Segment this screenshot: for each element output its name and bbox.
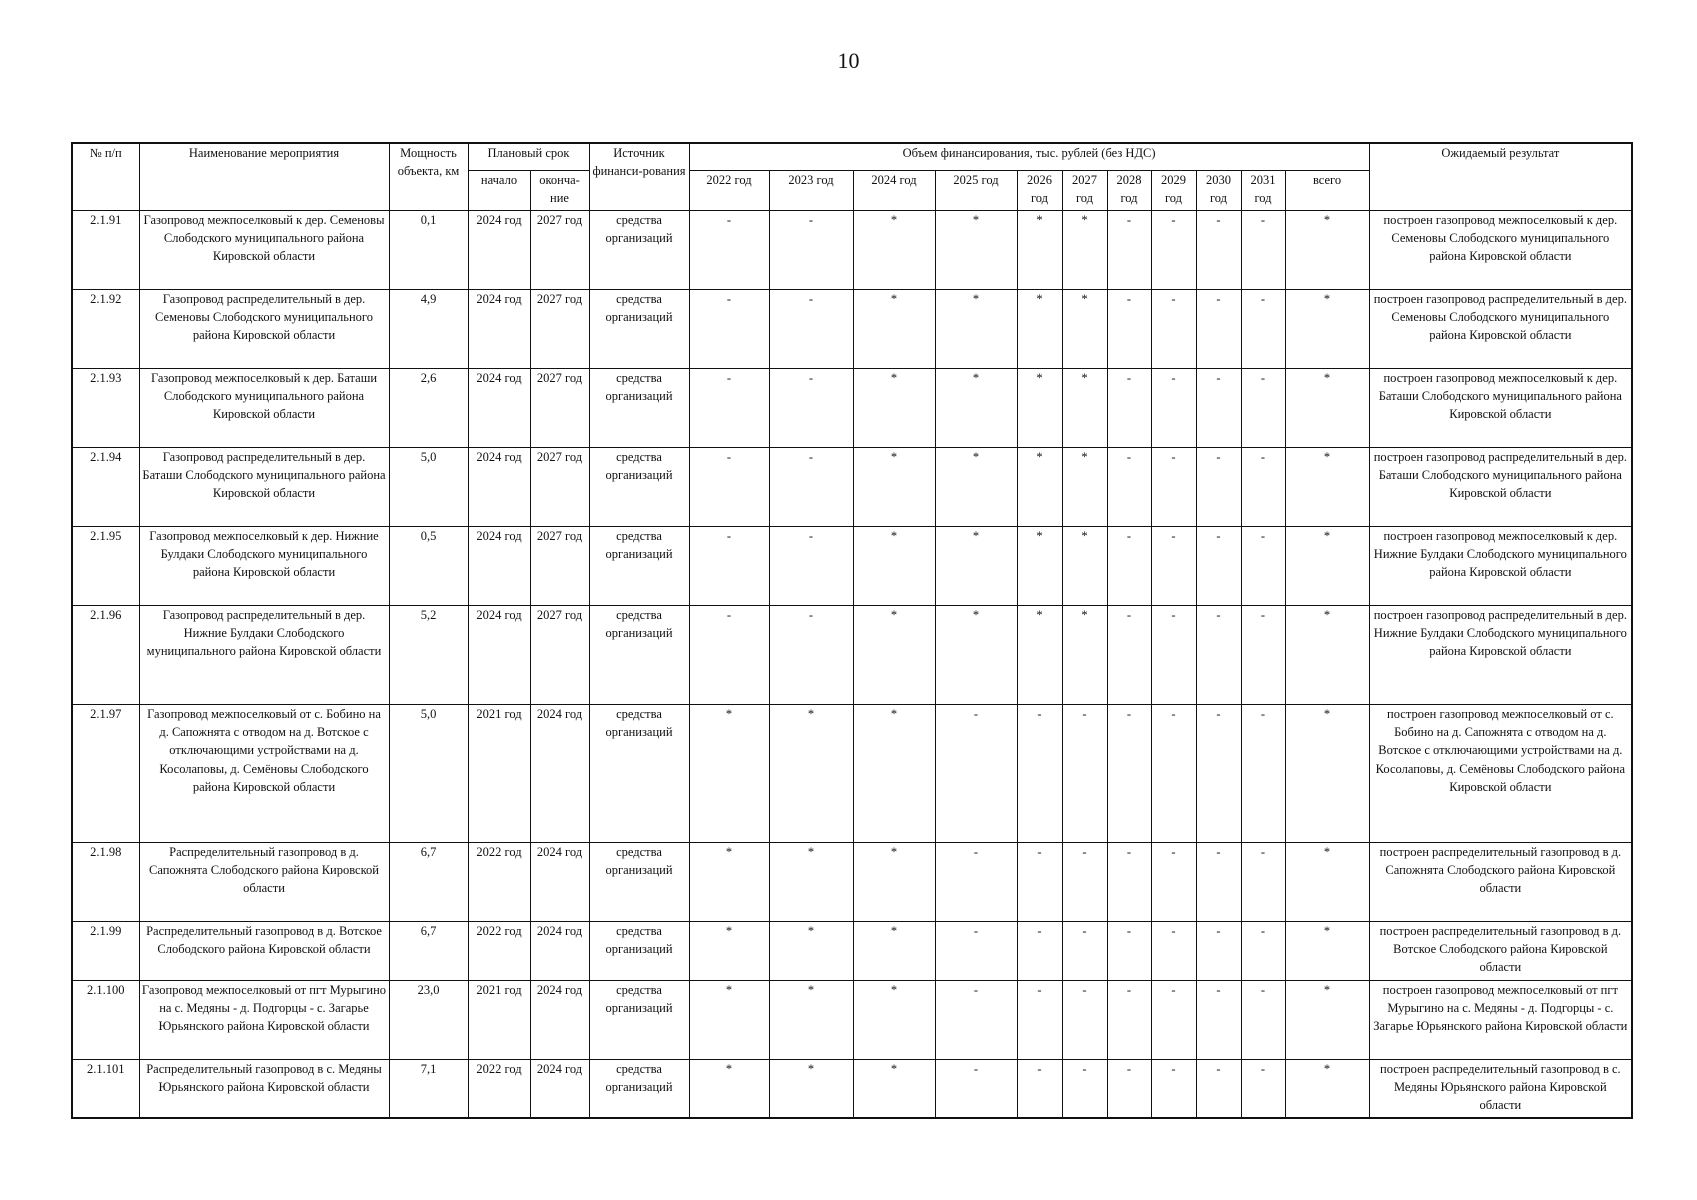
row-start: 2022 год (468, 842, 530, 921)
row-number: 2.1.92 (72, 289, 139, 368)
row-total: * (1285, 368, 1369, 447)
row-source: средства организаций (589, 605, 689, 704)
row-year-value: - (1107, 980, 1151, 1059)
header-year: 2027 год (1062, 170, 1107, 210)
row-number: 2.1.95 (72, 526, 139, 605)
row-start: 2021 год (468, 704, 530, 842)
header-start: начало (468, 170, 530, 210)
row-capacity: 2,6 (389, 368, 468, 447)
row-year-value: * (1017, 210, 1062, 289)
row-source: средства организаций (589, 526, 689, 605)
row-year-value: - (1151, 1059, 1196, 1118)
row-year-value: - (1107, 842, 1151, 921)
row-year-value: - (1062, 980, 1107, 1059)
row-total: * (1285, 605, 1369, 704)
row-year-value: * (1017, 289, 1062, 368)
header-name: Наименование мероприятия (139, 143, 389, 210)
row-name: Газопровод распределительный в дер. Баташи Слободского муниципального района Кировской области (139, 447, 389, 526)
row-result: построен газопровод межпоселковый от с. Бобино на д. Сапожнята с отводом на д. Вотское с отключающими устройствами на д. Косолаповы, д. Семёновы Слободского района Кировской области (1369, 704, 1632, 842)
row-start: 2024 год (468, 368, 530, 447)
row-year-value: - (1196, 210, 1241, 289)
row-year-value: - (935, 704, 1017, 842)
row-year-value: - (1196, 605, 1241, 704)
row-year-value: * (1017, 447, 1062, 526)
row-year-value: * (853, 1059, 935, 1118)
row-year-value: - (1151, 921, 1196, 980)
page-number: 10 (837, 48, 860, 73)
row-result: построен газопровод межпоселковый к дер. Семеновы Слободского муниципального района Кировской области (1369, 210, 1632, 289)
row-year-value: * (853, 921, 935, 980)
row-year-value: * (769, 704, 853, 842)
row-start: 2021 год (468, 980, 530, 1059)
row-result: построен газопровод распределительный в дер. Баташи Слободского муниципального района Кировской области (1369, 447, 1632, 526)
row-year-value: * (689, 1059, 769, 1118)
row-name: Газопровод межпоселковый к дер. Баташи Слободского муниципального района Кировской области (139, 368, 389, 447)
row-number: 2.1.97 (72, 704, 139, 842)
row-source: средства организаций (589, 921, 689, 980)
row-source: средства организаций (589, 980, 689, 1059)
row-year-value: - (1107, 605, 1151, 704)
row-end: 2027 год (530, 368, 589, 447)
row-year-value: - (1241, 210, 1285, 289)
row-source: средства организаций (589, 289, 689, 368)
row-year-value: - (1196, 1059, 1241, 1118)
row-year-value: - (1241, 289, 1285, 368)
header-source: Источник финанси-рования (589, 143, 689, 210)
row-capacity: 6,7 (389, 842, 468, 921)
row-total: * (1285, 1059, 1369, 1118)
row-year-value: * (689, 980, 769, 1059)
header-year: 2025 год (935, 170, 1017, 210)
table-row (72, 447, 1632, 526)
row-year-value: - (1107, 289, 1151, 368)
header-year: 2030 год (1196, 170, 1241, 210)
row-year-value: - (1151, 210, 1196, 289)
row-end: 2027 год (530, 447, 589, 526)
table-row (72, 368, 1632, 447)
row-name: Газопровод межпоселковый к дер. Семеновы Слободского муниципального района Кировской области (139, 210, 389, 289)
row-source: средства организаций (589, 368, 689, 447)
row-name: Распределительный газопровод в с. Медяны Юрьянского района Кировской области (139, 1059, 389, 1118)
row-source: средства организаций (589, 210, 689, 289)
row-year-value: - (1107, 210, 1151, 289)
row-result: построен распределительный газопровод в д. Вотское Слободского района Кировской области (1369, 921, 1632, 980)
row-year-value: - (935, 921, 1017, 980)
row-capacity: 6,7 (389, 921, 468, 980)
row-year-value: * (1062, 210, 1107, 289)
row-year-value: * (935, 210, 1017, 289)
row-start: 2022 год (468, 921, 530, 980)
row-total: * (1285, 526, 1369, 605)
header-total: всего (1285, 170, 1369, 210)
header-capacity: Мощность объекта, км (389, 143, 468, 210)
row-start: 2022 год (468, 1059, 530, 1118)
row-year-value: - (1196, 447, 1241, 526)
row-year-value: * (853, 704, 935, 842)
header-year: 2028 год (1107, 170, 1151, 210)
row-total: * (1285, 921, 1369, 980)
row-year-value: - (935, 1059, 1017, 1118)
row-year-value: - (769, 447, 853, 526)
row-year-value: * (853, 842, 935, 921)
row-total: * (1285, 210, 1369, 289)
row-total: * (1285, 704, 1369, 842)
row-number: 2.1.99 (72, 921, 139, 980)
row-end: 2027 год (530, 526, 589, 605)
row-year-value: - (1196, 921, 1241, 980)
row-year-value: - (1017, 842, 1062, 921)
row-year-value: - (769, 368, 853, 447)
row-year-value: - (689, 368, 769, 447)
row-year-value: - (689, 526, 769, 605)
row-year-value: * (853, 605, 935, 704)
row-end: 2024 год (530, 980, 589, 1059)
row-end: 2024 год (530, 1059, 589, 1118)
row-year-value: - (689, 605, 769, 704)
row-year-value: - (1241, 842, 1285, 921)
row-year-value: - (1017, 1059, 1062, 1118)
row-capacity: 5,0 (389, 447, 468, 526)
row-year-value: - (769, 526, 853, 605)
row-number: 2.1.98 (72, 842, 139, 921)
row-year-value: - (935, 842, 1017, 921)
row-total: * (1285, 289, 1369, 368)
row-year-value: - (1196, 289, 1241, 368)
row-name: Газопровод распределительный в дер. Семеновы Слободского муниципального района Кировской области (139, 289, 389, 368)
row-capacity: 23,0 (389, 980, 468, 1059)
row-result: построен газопровод межпоселковый к дер. Баташи Слободского муниципального района Кировской области (1369, 368, 1632, 447)
row-number: 2.1.101 (72, 1059, 139, 1118)
row-year-value: * (935, 605, 1017, 704)
header-plan-period: Плановый срок (468, 143, 589, 170)
row-start: 2024 год (468, 526, 530, 605)
row-year-value: * (689, 704, 769, 842)
row-year-value: * (769, 921, 853, 980)
row-year-value: - (1151, 842, 1196, 921)
row-name: Распределительный газопровод в д. Вотское Слободского района Кировской области (139, 921, 389, 980)
table-row (72, 842, 1632, 921)
table-row (72, 289, 1632, 368)
row-year-value: - (1017, 921, 1062, 980)
row-year-value: - (689, 210, 769, 289)
row-capacity: 5,2 (389, 605, 468, 704)
table-row (72, 605, 1632, 704)
row-capacity: 4,9 (389, 289, 468, 368)
row-result: построен распределительный газопровод в с. Медяны Юрьянского района Кировской области (1369, 1059, 1632, 1118)
row-year-value: * (853, 368, 935, 447)
row-year-value: - (1151, 980, 1196, 1059)
row-year-value: - (1017, 980, 1062, 1059)
row-year-value: - (1196, 842, 1241, 921)
row-year-value: - (1107, 526, 1151, 605)
row-year-value: * (1062, 368, 1107, 447)
row-year-value: * (935, 289, 1017, 368)
table-row (72, 526, 1632, 605)
row-year-value: - (1107, 921, 1151, 980)
table-row (72, 1059, 1632, 1118)
row-start: 2024 год (468, 289, 530, 368)
row-year-value: - (1107, 704, 1151, 842)
row-source: средства организаций (589, 842, 689, 921)
row-end: 2024 год (530, 842, 589, 921)
row-year-value: - (1241, 605, 1285, 704)
row-name: Газопровод распределительный в дер. Нижние Булдаки Слободского муниципального района Кировской области (139, 605, 389, 704)
row-year-value: - (1241, 526, 1285, 605)
row-year-value: * (1017, 368, 1062, 447)
row-year-value: - (1241, 980, 1285, 1059)
row-year-value: * (689, 921, 769, 980)
row-year-value: - (1151, 526, 1196, 605)
row-year-value: * (853, 980, 935, 1059)
row-capacity: 0,5 (389, 526, 468, 605)
row-year-value: - (1107, 368, 1151, 447)
row-total: * (1285, 980, 1369, 1059)
row-year-value: * (1062, 289, 1107, 368)
row-year-value: - (1151, 368, 1196, 447)
row-year-value: - (1107, 447, 1151, 526)
row-year-value: * (1062, 605, 1107, 704)
row-number: 2.1.94 (72, 447, 139, 526)
row-number: 2.1.96 (72, 605, 139, 704)
header-year: 2031 год (1241, 170, 1285, 210)
row-year-value: - (1062, 921, 1107, 980)
row-result: построен газопровод распределительный в дер. Нижние Булдаки Слободского муниципального района Кировской области (1369, 605, 1632, 704)
row-year-value: - (1196, 980, 1241, 1059)
row-name: Газопровод межпоселковый от пгт Мурыгино на с. Медяны - д. Подгорцы - с. Загарье Юрьянского района Кировской области (139, 980, 389, 1059)
row-year-value: - (1241, 368, 1285, 447)
row-year-value: - (1196, 526, 1241, 605)
row-year-value: * (769, 842, 853, 921)
row-year-value: - (1062, 704, 1107, 842)
row-year-value: - (1241, 1059, 1285, 1118)
table-row (72, 210, 1632, 289)
header-result: Ожидаемый результат (1369, 143, 1632, 210)
row-start: 2024 год (468, 210, 530, 289)
row-name: Распределительный газопровод в д. Сапожнята Слободского района Кировской области (139, 842, 389, 921)
row-year-value: * (853, 210, 935, 289)
header-end: оконча-ние (530, 170, 589, 210)
funding-table (71, 142, 1633, 1119)
row-year-value: * (1017, 526, 1062, 605)
row-year-value: * (1062, 526, 1107, 605)
table-body (72, 210, 1632, 1118)
row-capacity: 7,1 (389, 1059, 468, 1118)
row-year-value: - (689, 447, 769, 526)
row-year-value: * (853, 447, 935, 526)
row-capacity: 0,1 (389, 210, 468, 289)
row-year-value: - (1107, 1059, 1151, 1118)
header-funding: Объем финансирования, тыс. рублей (без НДС) (689, 143, 1369, 170)
row-number: 2.1.93 (72, 368, 139, 447)
row-year-value: - (1151, 447, 1196, 526)
row-source: средства организаций (589, 1059, 689, 1118)
row-result: построен газопровод межпоселковый от пгт Мурыгино на с. Медяны - д. Подгорцы - с. Загарье Юрьянского района Кировской области (1369, 980, 1632, 1059)
row-year-value: - (769, 605, 853, 704)
row-year-value: * (853, 289, 935, 368)
row-year-value: * (769, 1059, 853, 1118)
table-row (72, 704, 1632, 842)
table-row (72, 921, 1632, 980)
row-year-value: - (1151, 704, 1196, 842)
row-end: 2027 год (530, 289, 589, 368)
row-total: * (1285, 447, 1369, 526)
row-year-value: * (769, 980, 853, 1059)
header-year: 2022 год (689, 170, 769, 210)
row-total: * (1285, 842, 1369, 921)
row-year-value: - (1062, 842, 1107, 921)
row-year-value: - (1196, 704, 1241, 842)
header-num: № п/п (72, 143, 139, 210)
row-capacity: 5,0 (389, 704, 468, 842)
row-end: 2027 год (530, 210, 589, 289)
row-year-value: * (1017, 605, 1062, 704)
row-name: Газопровод межпоселковый к дер. Нижние Булдаки Слободского муниципального района Кировской области (139, 526, 389, 605)
row-year-value: - (769, 210, 853, 289)
header-year: 2026 год (1017, 170, 1062, 210)
row-year-value: - (935, 980, 1017, 1059)
header-year: 2024 год (853, 170, 935, 210)
row-year-value: - (1241, 921, 1285, 980)
row-year-value: - (1241, 447, 1285, 526)
row-end: 2027 год (530, 605, 589, 704)
row-year-value: * (689, 842, 769, 921)
row-year-value: - (1241, 704, 1285, 842)
row-number: 2.1.91 (72, 210, 139, 289)
table-row (72, 980, 1632, 1059)
row-end: 2024 год (530, 921, 589, 980)
row-year-value: - (1017, 704, 1062, 842)
row-year-value: - (1151, 289, 1196, 368)
row-year-value: - (1196, 368, 1241, 447)
row-number: 2.1.100 (72, 980, 139, 1059)
row-source: средства организаций (589, 447, 689, 526)
header-year: 2029 год (1151, 170, 1196, 210)
row-name: Газопровод межпоселковый от с. Бобино на д. Сапожнята с отводом на д. Вотское с отключающими устройствами на д. Косолаповы, д. Семёновы Слободского района Кировской области (139, 704, 389, 842)
row-end: 2024 год (530, 704, 589, 842)
header-year: 2023 год (769, 170, 853, 210)
row-start: 2024 год (468, 605, 530, 704)
row-year-value: * (935, 368, 1017, 447)
row-source: средства организаций (589, 704, 689, 842)
row-year-value: * (935, 526, 1017, 605)
row-result: построен распределительный газопровод в д. Сапожнята Слободского района Кировской области (1369, 842, 1632, 921)
row-year-value: - (1151, 605, 1196, 704)
row-year-value: - (1062, 1059, 1107, 1118)
row-year-value: * (853, 526, 935, 605)
row-result: построен газопровод межпоселковый к дер. Нижние Булдаки Слободского муниципального района Кировской области (1369, 526, 1632, 605)
row-year-value: * (1062, 447, 1107, 526)
row-year-value: - (769, 289, 853, 368)
row-year-value: - (689, 289, 769, 368)
row-start: 2024 год (468, 447, 530, 526)
row-year-value: * (935, 447, 1017, 526)
row-result: построен газопровод распределительный в дер. Семеновы Слободского муниципального района Кировской области (1369, 289, 1632, 368)
